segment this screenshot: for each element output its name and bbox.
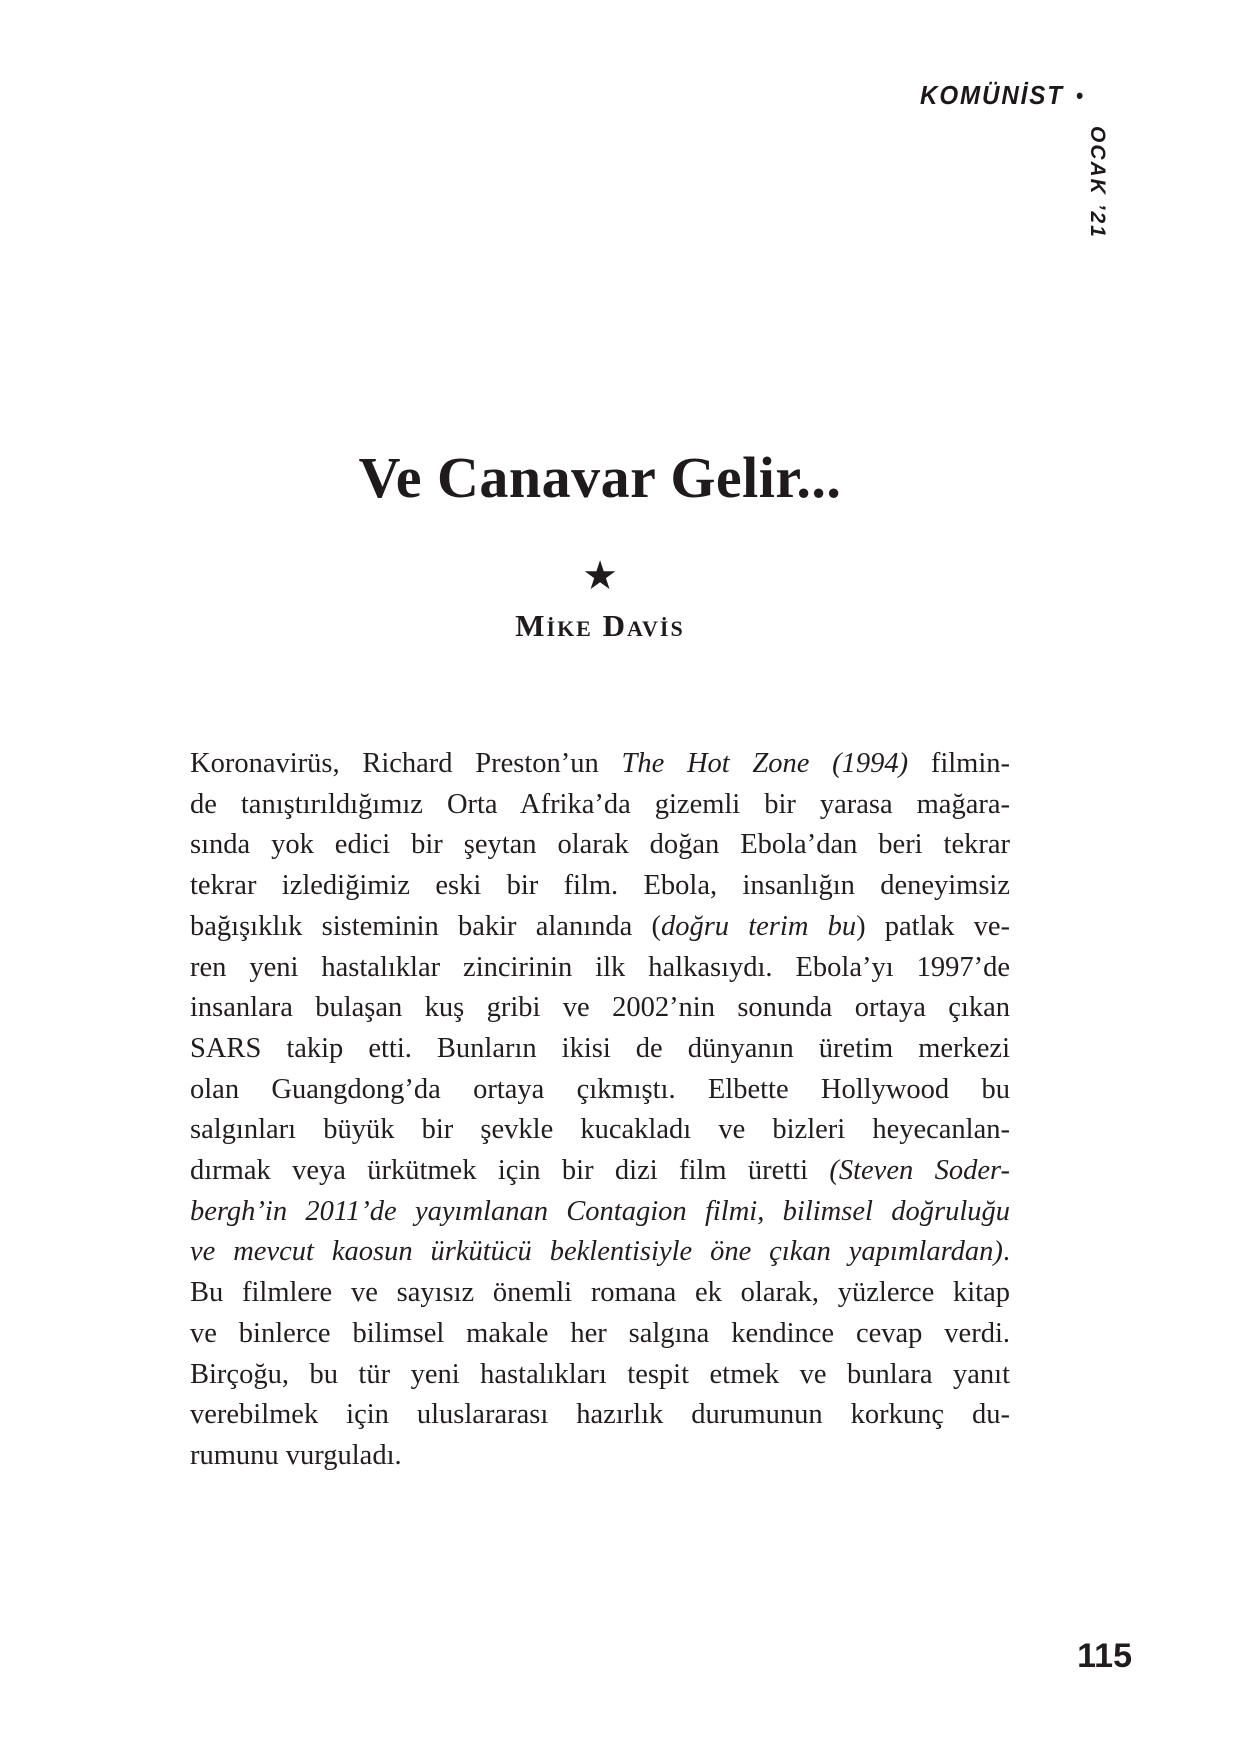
star-divider-icon: ★ (582, 553, 618, 599)
body-text: olan Guangdong’da ortaya çıkmıştı. Elbette Hollywood bu (190, 1073, 1010, 1105)
body-line (190, 1436, 1010, 1477)
body-text: filmin- (908, 748, 1011, 779)
body-line (190, 825, 1010, 866)
body-text-italic: bergh’in 2011’de yayımlanan Contagion filmi, bilimsel doğruluğu (190, 1195, 1010, 1227)
body-text: bağışıklık sisteminin bakir alanında ( (190, 910, 661, 942)
body-text: de tanıştırıldığımız Orta Afrika’da gizemli bir yarasa mağara- (190, 788, 1010, 820)
body-text: . (1002, 1236, 1010, 1268)
body-text-italic: The Hot Zone (1994) (621, 748, 909, 779)
body-text-italic: ve mevcut kaosun ürkütücü beklentisiyle öne çıkan yapımlardan) (190, 1236, 1003, 1268)
body-text: sında yok edici bir şeytan olarak doğan Ebola’dan beri tekrar (190, 829, 1010, 861)
body-line (190, 1273, 1010, 1314)
body-text: rumunu vurguladı. (190, 1439, 402, 1471)
body-text-italic: (Steven Soder- (829, 1155, 1010, 1187)
body-text: Koronavirüs, Richard Preston’un (190, 748, 622, 779)
body-line (190, 1070, 1010, 1111)
body-text: Birçoğu, bu tür yeni hastalıkları tespit etmek ve bunlara yanıt (190, 1358, 1010, 1390)
body-text: salgınları büyük bir şevkle kucakladı ve bizleri heyecanlan- (190, 1114, 1010, 1146)
body-line (190, 1232, 1010, 1273)
body-text: dırmak veya ürkütmek için bir dizi film üretti (190, 1155, 830, 1187)
body-line (190, 1029, 1010, 1070)
article-body (190, 744, 1010, 1477)
body-line (190, 1314, 1010, 1355)
body-text: ve binlerce bilimsel makale her salgına kendince cevap verdi. (190, 1317, 1010, 1349)
body-line (190, 744, 1010, 785)
body-text: ) patlak ve- (856, 910, 1010, 942)
issue-date-vertical: OCAK ’21 (1086, 126, 1109, 239)
body-text: Bu filmlere ve sayısız önemli romana ek olarak, yüzlerce kitap (190, 1277, 1010, 1309)
body-line (190, 948, 1010, 989)
body-line (190, 1151, 1010, 1192)
magazine-title: KOMÜNİST (920, 80, 1064, 110)
body-text: verebilmek için uluslararası hazırlık durumunun korkunç du- (190, 1399, 1010, 1431)
body-line (190, 1355, 1010, 1396)
body-text: tekrar izlediğimiz eski bir film. Ebola, insanlığın deneyimsiz (190, 870, 1010, 902)
body-line (190, 907, 1010, 948)
body-line (190, 1110, 1010, 1151)
bullet-icon: • (1075, 83, 1084, 108)
body-line (190, 866, 1010, 907)
body-text: insanlara bulaşan kuş gribi ve 2002’nin sonunda ortaya çıkan (190, 992, 1010, 1024)
article-title: Ve Canavar Gelir... (358, 445, 842, 510)
body-line (190, 1395, 1010, 1436)
body-text-italic: doğru terim bu (660, 910, 857, 942)
body-line (190, 988, 1010, 1029)
page-number: 115 (1077, 1637, 1132, 1675)
body-line (190, 1192, 1010, 1233)
body-text: SARS takip etti. Bunların ikisi de dünyanın üretim merkezi (190, 1032, 1010, 1064)
article-author: Mike Davis (515, 608, 685, 643)
running-head (920, 80, 1083, 110)
body-line (190, 785, 1010, 826)
body-text: ren yeni hastalıklar zincirinin ilk halkasıydı. Ebola’yı 1997’de (190, 951, 1010, 983)
